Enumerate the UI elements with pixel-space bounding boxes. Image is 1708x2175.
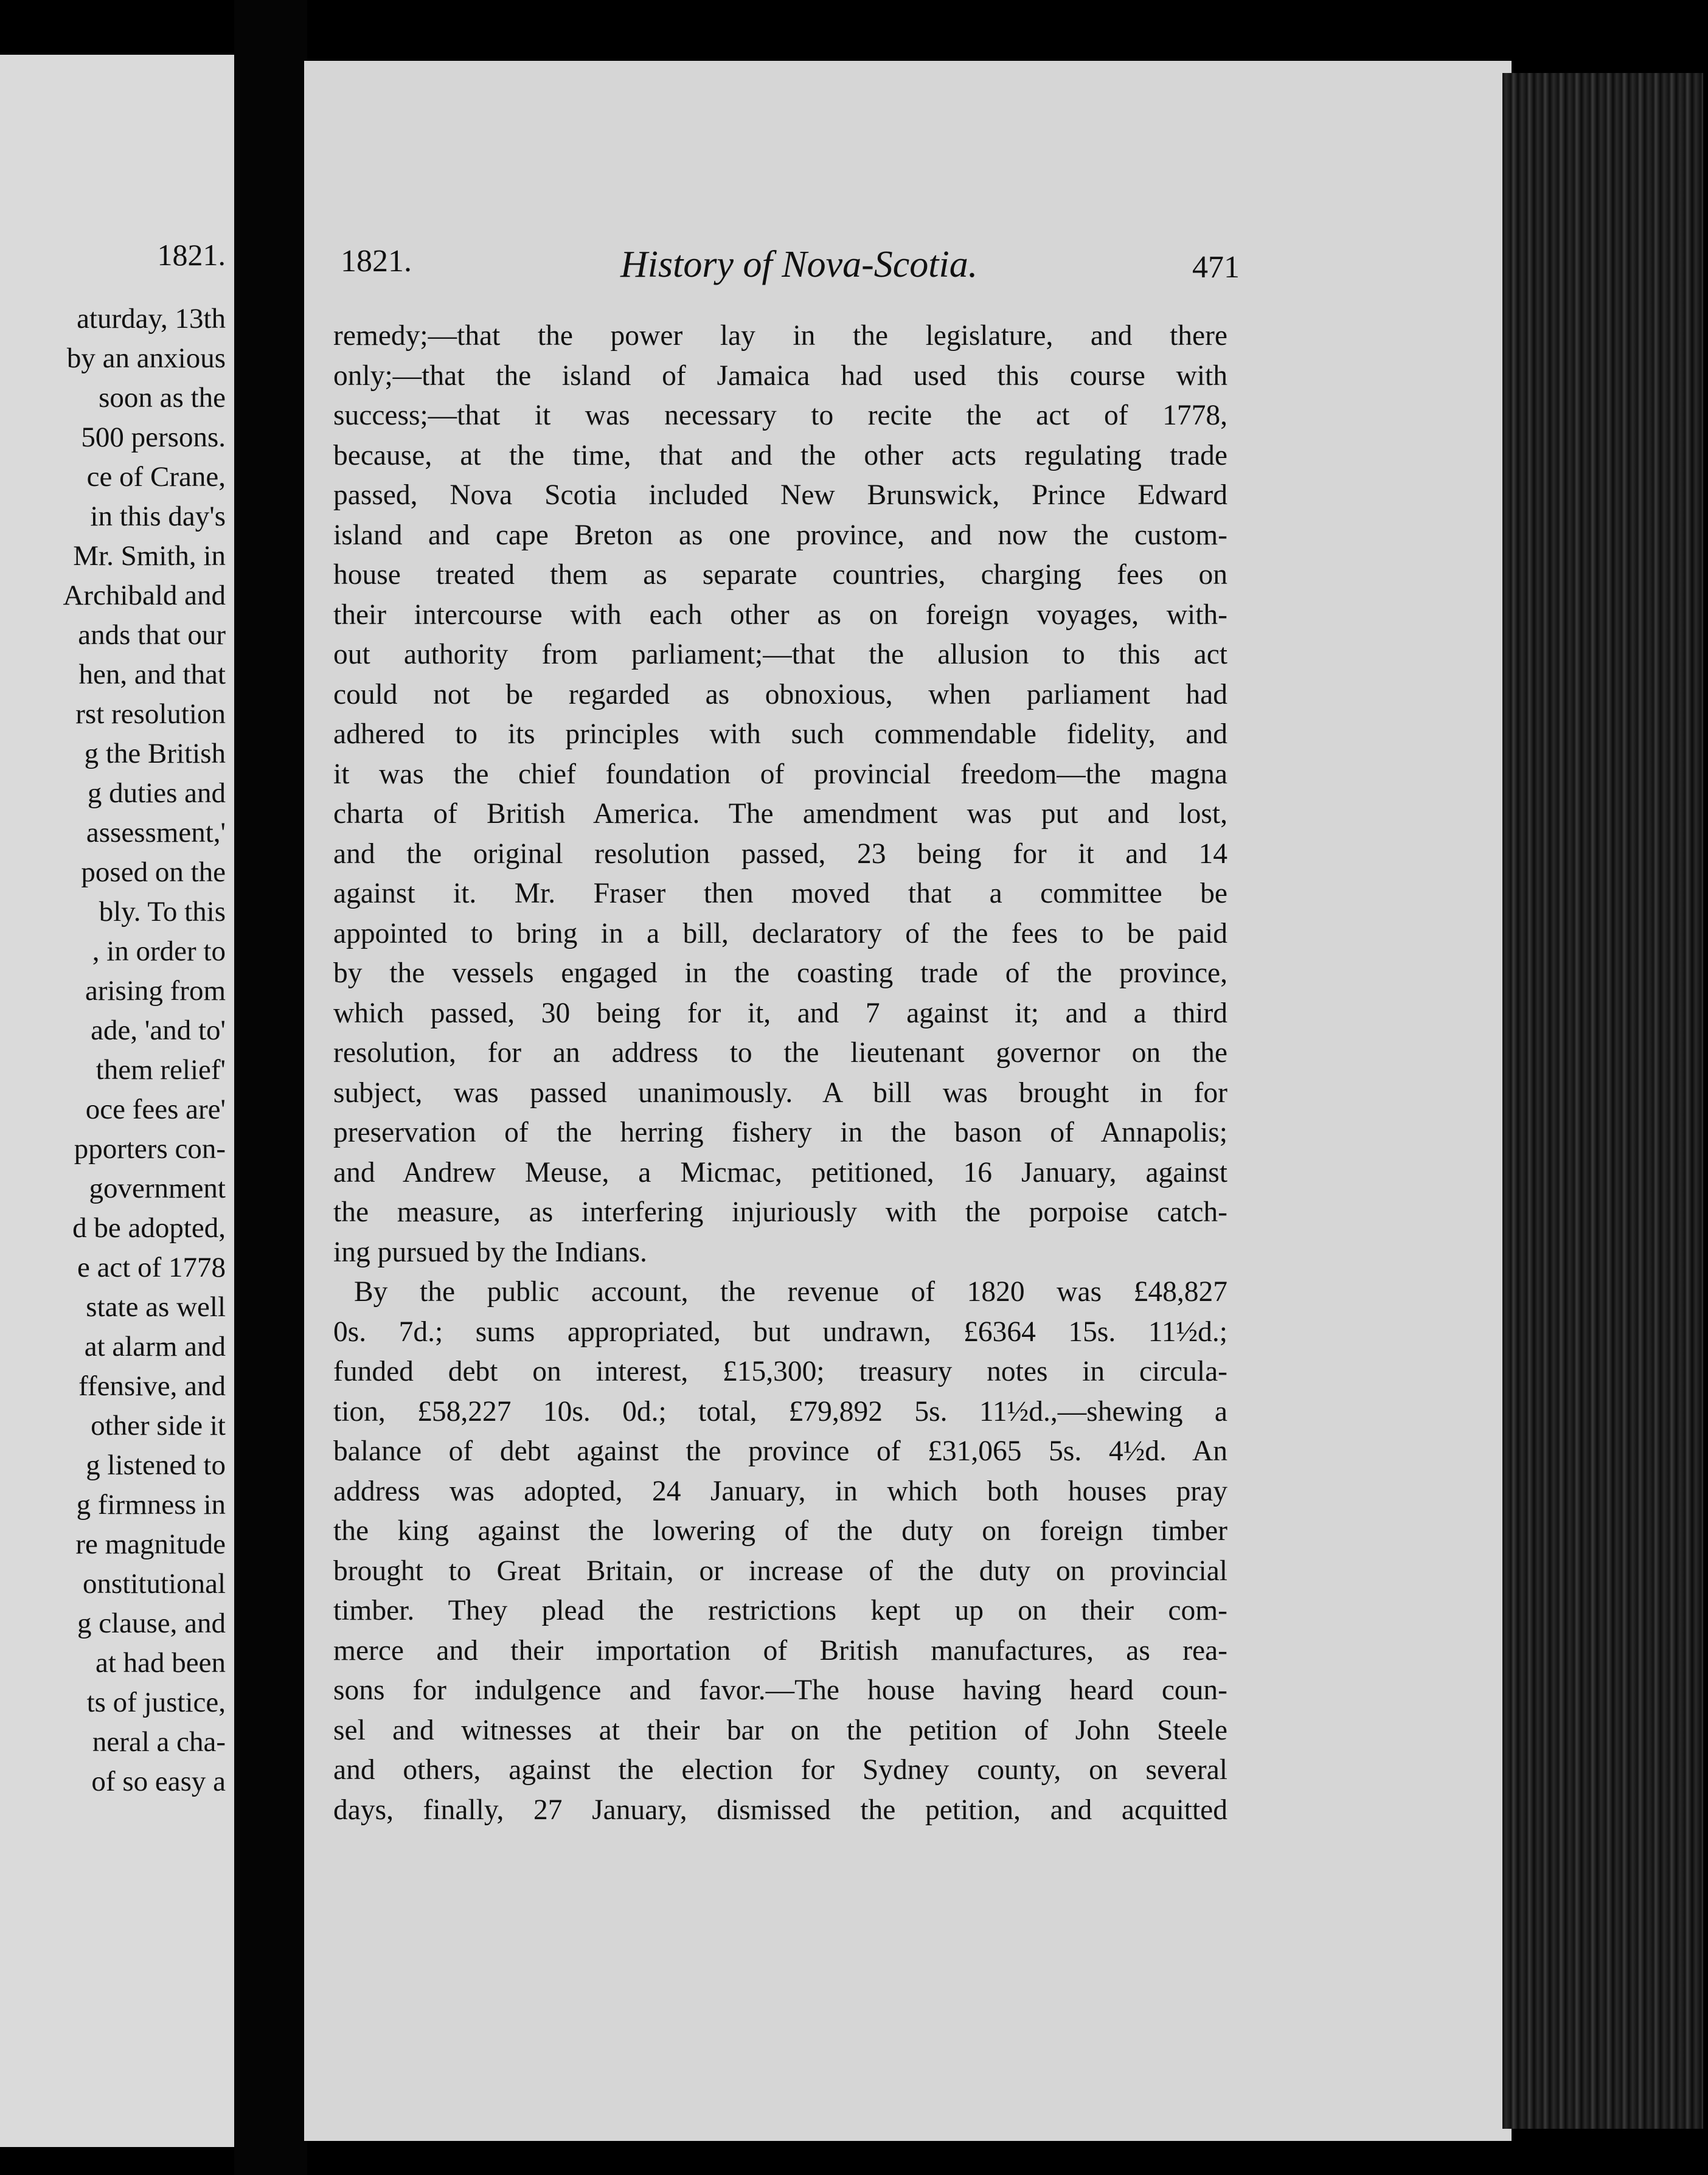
left-page-line: pporters con-: [74, 1133, 226, 1165]
page-edges: [1502, 73, 1703, 2129]
text-line: 0s. 7d.; sums appropriated, but undrawn, £6364 15s. 11½d.;: [333, 1316, 1227, 1348]
text-line: timber. They plead the restrictions kept up on their com-: [333, 1595, 1227, 1626]
left-page-line: ffensive, and: [78, 1370, 226, 1402]
left-page-line: g duties and: [87, 777, 226, 809]
book-spine-shadow: [234, 0, 307, 2175]
text-line: by the vessels engaged in the coasting trade of the province,: [333, 957, 1227, 989]
text-line: merce and their importation of British manufactures, as rea-: [333, 1634, 1227, 1667]
left-page-line: re magnitude: [75, 1528, 226, 1560]
left-page: [0, 55, 234, 2147]
left-page-line: ts of justice,: [86, 1687, 226, 1718]
left-page-line: g firmness in: [76, 1489, 226, 1521]
text-line: success;—that it was necessary to recite the act of 1778,: [333, 400, 1227, 431]
left-page-line: at alarm and: [84, 1331, 226, 1362]
left-page-line: Archibald and: [63, 580, 226, 611]
text-line: adhered to its principles with such commendable fidelity, and: [333, 718, 1227, 750]
left-page-line: government: [89, 1173, 226, 1204]
left-page-line: posed on the: [81, 856, 226, 888]
text-line: and others, against the election for Sydney county, on several: [333, 1754, 1227, 1786]
left-page-line: Mr. Smith, in: [73, 540, 226, 572]
left-page-line: aturday, 13th: [77, 303, 226, 335]
text-line: address was adopted, 24 January, in which both houses pray: [333, 1475, 1227, 1507]
running-header: [341, 243, 1512, 292]
left-page-line: 500 persons.: [81, 421, 226, 453]
left-page-year: 1821.: [157, 238, 226, 272]
left-page-line: arising from: [85, 975, 226, 1007]
text-line: because, at the time, that and the other acts regulating trade: [333, 439, 1227, 471]
left-page-line: ands that our: [78, 619, 226, 651]
text-line: and the original resolution passed, 23 being for it and 14: [333, 838, 1227, 870]
left-page-line: neral a cha-: [92, 1726, 226, 1758]
left-page-text: [0, 299, 226, 1802]
text-line: tion, £58,227 10s. 0d.; total, £79,892 5s. 11½d.,—shewing a: [333, 1395, 1227, 1427]
left-page-line: state as well: [86, 1291, 226, 1323]
right-page: [304, 61, 1512, 2141]
text-line: brought to Great Britain, or increase of the duty on provincial: [333, 1555, 1227, 1587]
text-line: charta of British America. The amendment was put and lost,: [333, 798, 1227, 830]
text-line: funded debt on interest, £15,300; treasury notes in circula-: [333, 1356, 1227, 1387]
text-line: remedy;—that the power lay in the legislature, and there: [333, 320, 1227, 352]
left-page-line: soon as the: [99, 382, 226, 414]
text-line: passed, Nova Scotia included New Brunswick, Prince Edward: [333, 479, 1227, 511]
left-page-line: oce fees are': [85, 1094, 226, 1125]
text-line: their intercourse with each other as on foreign voyages, with-: [333, 598, 1227, 631]
left-page-line: in this day's: [90, 501, 226, 532]
left-page-line: g the British: [84, 738, 226, 769]
left-page-line: at had been: [95, 1647, 226, 1679]
left-page-line: onstitutional: [83, 1568, 226, 1600]
text-line: balance of debt against the province of £31,065 5s. 4½d. An: [333, 1435, 1227, 1467]
left-page-line: g clause, and: [77, 1608, 226, 1639]
text-line: days, finally, 27 January, dismissed the petition, and acquitted: [333, 1794, 1227, 1826]
text-line: which passed, 30 being for it, and 7 against it; and a third: [333, 997, 1227, 1029]
text-line: appointed to bring in a bill, declaratory of the fees to be paid: [333, 917, 1227, 949]
left-page-line: rst resolution: [75, 698, 226, 730]
left-page-line: hen, and that: [78, 659, 226, 690]
text-line: sons for indulgence and favor.—The house having heard coun-: [333, 1674, 1227, 1706]
left-page-line: them relief': [95, 1054, 226, 1086]
text-line: only;—that the island of Jamaica had used this course with: [333, 359, 1227, 392]
text-line: preservation of the herring fishery in the bason of Annapolis;: [333, 1117, 1227, 1148]
left-page-line: , in order to: [92, 935, 226, 967]
left-page-line: g listened to: [86, 1449, 226, 1481]
text-line: out authority from parliament;—that the allusion to this act: [333, 639, 1227, 670]
page-number: 471: [1192, 250, 1240, 285]
left-page-line: d be adopted,: [72, 1212, 226, 1244]
header-year: 1821.: [341, 244, 412, 279]
left-page-line: other side it: [91, 1410, 226, 1441]
text-line: subject, was passed unanimously. A bill was brought in for: [333, 1077, 1227, 1109]
left-page-line: e act of 1778: [77, 1252, 226, 1283]
left-page-line: ce of Crane,: [86, 461, 226, 493]
body-text: [333, 316, 1227, 1830]
text-line: the king against the lowering of the duty on foreign timber: [333, 1515, 1227, 1547]
text-line: it was the chief foundation of provincial freedom—the magna: [333, 758, 1227, 790]
text-line: and Andrew Meuse, a Micmac, petitioned, 16 January, against: [333, 1156, 1227, 1188]
text-line: sel and witnesses at their bar on the petition of John Steele: [333, 1714, 1227, 1746]
text-line: ing pursued by the Indians.: [333, 1236, 647, 1268]
text-line: resolution, for an address to the lieutenant governor on the: [333, 1037, 1227, 1069]
left-page-line: by an anxious: [66, 342, 226, 374]
text-line: island and cape Breton as one province, and now the custom-: [333, 519, 1227, 551]
left-page-line: assessment,': [86, 817, 226, 848]
left-page-line: of so easy a: [91, 1766, 226, 1797]
running-title: History of Nova-Scotia.: [620, 244, 978, 285]
left-page-line: ade, 'and to': [91, 1015, 226, 1046]
text-line: house treated them as separate countries, charging fees on: [333, 559, 1227, 591]
text-line: By the public account, the revenue of 1820 was £48,827: [354, 1276, 1227, 1308]
text-line: against it. Mr. Fraser then moved that a committee be: [333, 878, 1227, 909]
left-page-line: bly. To this: [99, 896, 226, 928]
text-line: the measure, as interfering injuriously with the porpoise catch-: [333, 1196, 1227, 1228]
text-line: could not be regarded as obnoxious, when parliament had: [333, 678, 1227, 710]
